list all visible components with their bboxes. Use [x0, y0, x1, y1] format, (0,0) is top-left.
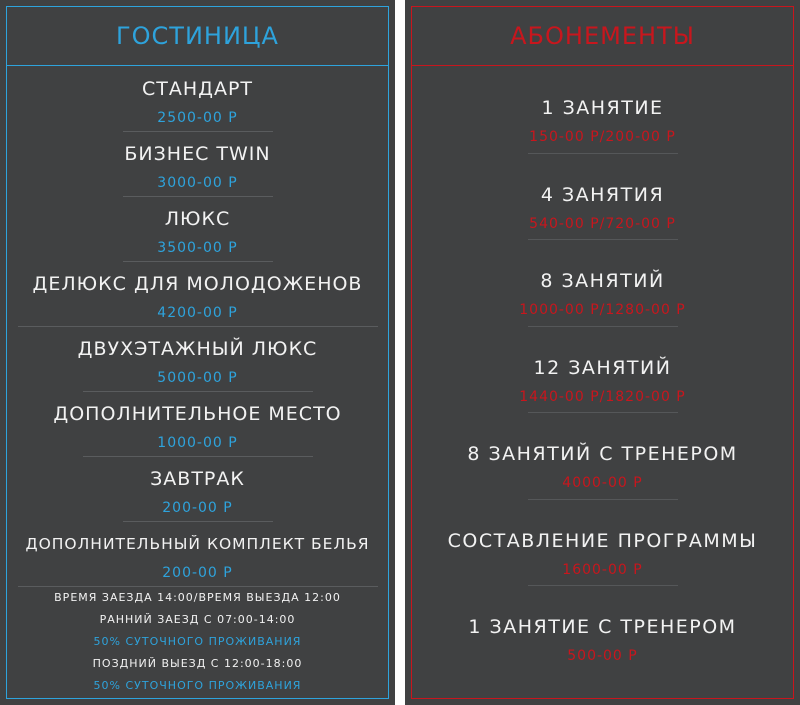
- hotel-item-price: 2500-00 Р: [157, 110, 238, 126]
- early-checkin-price: 50% СУТОЧНОГО ПРОЖИВАНИЯ: [93, 635, 302, 648]
- membership-item: [412, 586, 793, 673]
- hotel-item: [7, 262, 388, 327]
- hotel-frame: [6, 6, 389, 699]
- hotel-item-name: ДВУХЭТАЖНЫЙ ЛЮКС: [77, 338, 318, 360]
- membership-item-price: 1440-00 Р/1820-00 Р: [519, 388, 686, 405]
- hotel-item-price: 3500-00 Р: [157, 240, 238, 256]
- late-checkout-price: 50% СУТОЧНОГО ПРОЖИВАНИЯ: [93, 679, 302, 692]
- hotel-item-price: 200-00 Р: [162, 565, 233, 581]
- membership-item: [412, 327, 793, 414]
- membership-item-price: 500-00 Р: [567, 648, 638, 664]
- membership-item-price: 1000-00 Р/1280-00 Р: [519, 302, 686, 318]
- membership-item: [412, 67, 793, 154]
- hotel-notes: [7, 587, 388, 697]
- hotel-item-name: ДЕЛЮКС ДЛЯ МОЛОДОЖЕНОВ: [32, 273, 363, 295]
- early-checkin-note: РАННИЙ ЗАЕЗД С 07:00-14:00: [99, 613, 296, 626]
- hotel-item: [7, 457, 388, 522]
- hotel-item-price: 1000-00 Р: [157, 435, 238, 451]
- memberships-frame: [411, 6, 794, 699]
- membership-item-name: 4 ЗАНЯТИЯ: [540, 183, 665, 206]
- memberships-price-list: [412, 67, 793, 673]
- memberships-title: АБОНЕМЕНТЫ: [412, 7, 793, 66]
- hotel-item-price: 3000-00 Р: [157, 175, 238, 191]
- membership-item-name: 1 ЗАНЯТИЕ: [541, 97, 664, 119]
- hotel-item: [7, 197, 388, 262]
- membership-item: [412, 154, 793, 241]
- hotel-item-price: 200-00 Р: [162, 500, 233, 516]
- membership-item-price: 1600-00 Р: [562, 561, 643, 578]
- hotel-item-name: ЗАВТРАК: [150, 468, 245, 490]
- membership-item-name: СОСТАВЛЕНИЕ ПРОГРАММЫ: [447, 529, 758, 552]
- checkin-checkout-note: ВРЕМЯ ЗАЕЗДА 14:00/ВРЕМЯ ВЫЕЗДА 12:00: [54, 591, 341, 604]
- hotel-title: ГОСТИНИЦА: [7, 7, 388, 66]
- membership-item-name: 12 ЗАНЯТИЙ: [533, 356, 672, 379]
- hotel-item-price: 5000-00 Р: [157, 370, 238, 386]
- hotel-item-name: БИЗНЕС TWIN: [124, 143, 271, 165]
- hotel-item: [7, 67, 388, 132]
- membership-item-name: 8 ЗАНЯТИЙ С ТРЕНЕРОМ: [467, 443, 738, 465]
- hotel-item: [7, 522, 388, 587]
- membership-item: [412, 500, 793, 587]
- membership-item-price: 150-00 Р/200-00 Р: [529, 129, 676, 145]
- memberships-panel: [405, 0, 800, 705]
- hotel-item: [7, 327, 388, 392]
- late-checkout-note: ПОЗДНИЙ ВЫЕЗД С 12:00-18:00: [92, 657, 303, 670]
- membership-item-name: 8 ЗАНЯТИЙ: [540, 270, 665, 292]
- membership-item-price: 540-00 Р/720-00 Р: [529, 215, 676, 232]
- membership-item-name: 1 ЗАНЯТИЕ С ТРЕНЕРОМ: [468, 616, 737, 638]
- hotel-item-name: ДОПОЛНИТЕЛЬНОЕ МЕСТО: [53, 403, 342, 425]
- hotel-item: [7, 392, 388, 457]
- membership-item: [412, 240, 793, 327]
- hotel-item-price: 4200-00 Р: [157, 305, 238, 321]
- hotel-panel: [0, 0, 395, 705]
- hotel-item: [7, 132, 388, 197]
- hotel-item-name: ДОПОЛНИТЕЛЬНЫЙ КОМПЛЕКТ БЕЛЬЯ: [25, 535, 370, 553]
- hotel-item-name: ЛЮКС: [164, 208, 231, 230]
- hotel-price-list: [7, 67, 388, 587]
- hotel-item-name: СТАНДАРТ: [141, 78, 254, 100]
- membership-item: [412, 413, 793, 500]
- membership-item-price: 4000-00 Р: [562, 475, 643, 491]
